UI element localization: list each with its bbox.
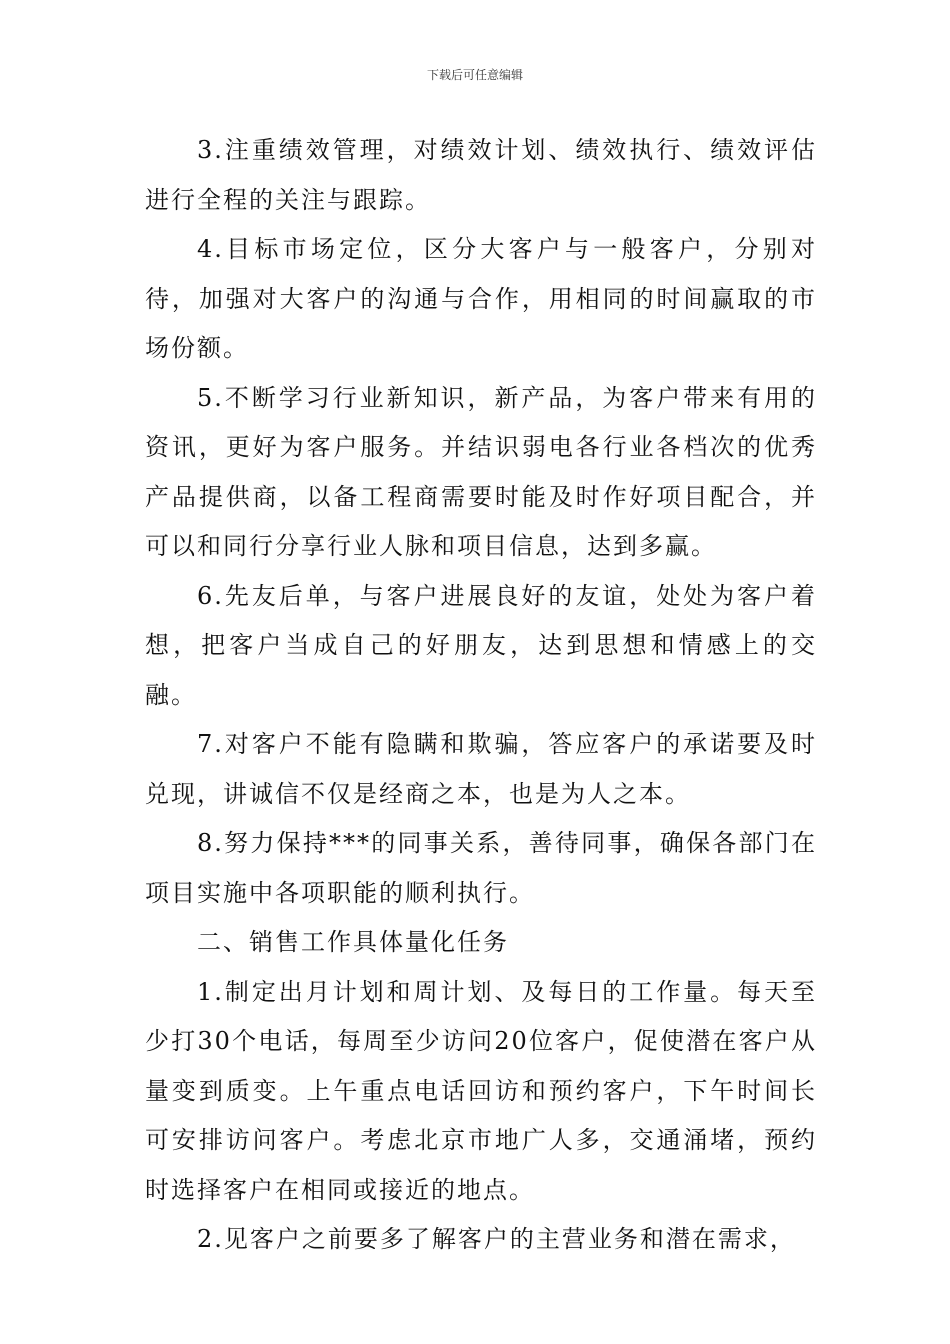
paragraph-item-8: 8.努力保持***的同事关系，善待同事，确保各部门在项目实施中各项职能的顺利执行。 bbox=[145, 829, 817, 907]
paragraph-item-6: 6.先友后单，与客户进展良好的友谊，处处为客户着想，把客户当成自己的好朋友，达到思想和情感上的交融。 bbox=[145, 581, 817, 709]
page-header: 下载后可任意编辑 bbox=[426, 68, 523, 82]
paragraph-item-3: 3.注重绩效管理，对绩效计划、绩效执行、绩效评估进行全程的关注与跟踪。 bbox=[145, 136, 817, 214]
paragraph-item-4: 4.目标市场定位，区分大客户与一般客户，分别对待，加强对大客户的沟通与合作，用相同的时间赢取的市场份额。 bbox=[145, 235, 817, 362]
document-body bbox=[145, 126, 817, 1265]
paragraph-item-7: 7.对客户不能有隐瞒和欺骗，答应客户的承诺要及时兑现，讲诚信不仅是经商之本，也是为人之本。 bbox=[145, 730, 817, 808]
paragraph-item-5: 5.不断学习行业新知识，新产品，为客户带来有用的资讯，更好为客户服务。并结识弱电各行业各档次的优秀产品提供商，以备工程商需要时能及时作好项目配合，并可以和同行分享行业人脉和项目信息，达到多赢。 bbox=[145, 383, 817, 560]
task-item-2: 2.见客户之前要多了解客户的主营业务和潜在需求， bbox=[197, 1225, 796, 1253]
task-item-1: 1.制定出月计划和周计划、及每日的工作量。每天至少打30个电话，每周至少访问20位客户，促使潜在客户从量变到质变。上午重点电话回访和预约客户，下午时间长可安排访问客户。考虑北京市地广人多，交通涌堵，预约时选择客户在相同或接近的地点。 bbox=[145, 977, 817, 1204]
section-heading: 二、销售工作具体量化任务 bbox=[197, 928, 509, 956]
